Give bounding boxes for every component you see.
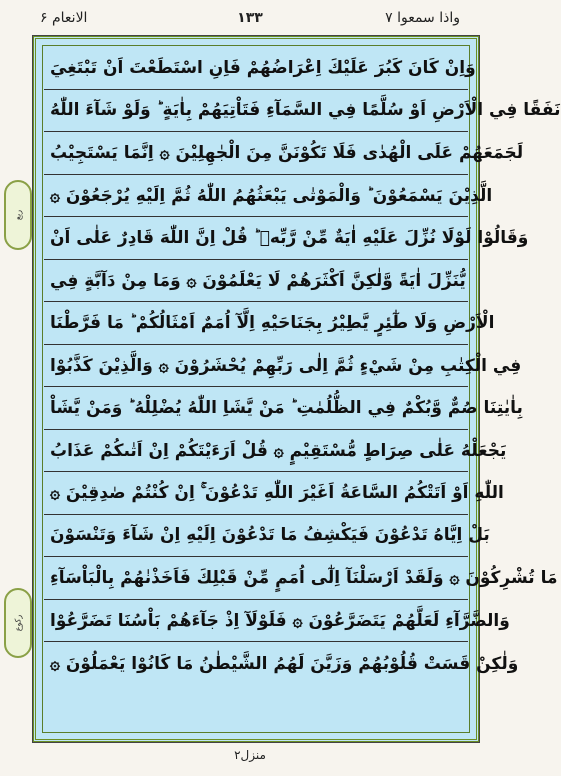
text-line: وَاِنْ كَانَ كَبُرَ عَلَيْكَ اِعْرَاضُهُمْ فَاِنِ اسْتَطَعْتَ اَنْ تَبْتَغِيَ — [44, 47, 468, 90]
manzil-label: منزل۲ — [234, 748, 266, 762]
page-footer — [0, 748, 500, 762]
ruku-marker-upper — [4, 180, 32, 250]
text-line: يَجْعَلْهُ عَلٰى صِرَاطٍ مُّسْتَقِيْمٍ ۞ قُلْ اَرَءَيْتَكُمْ اِنْ اَتٰىكُمْ عَذَابُ — [44, 430, 468, 473]
text-line: نَفَقًا فِي الْاَرْضِ اَوْ سُلَّمًا فِي السَّمَآءِ فَتَاْتِيَهُمْ بِاٰيَةٍ ؕ وَلَوْ شَآءَ اللّٰهُ — [44, 90, 468, 133]
ornament-label: ركوع — [13, 614, 23, 632]
text-line: الْاَرْضِ وَلَا طٰٓئِرٍ يَّطِيْرُ بِجَنَاحَيْهِ اِلَّآ اُمَمٌ اَمْثَالُكُمْ ؕ مَا فَرَّطْنَا — [44, 302, 468, 345]
text-lines — [44, 47, 561, 731]
ruku-marker-lower — [4, 588, 32, 658]
text-line: يُّنَزِّلَ اٰيَةً وَّلٰكِنَّ اَكْثَرَهُمْ لَا يَعْلَمُوْنَ ۞ وَمَا مِنْ دَآبَّةٍ فِي — [44, 260, 468, 303]
surah-name: الانعام ۶ — [40, 10, 88, 26]
page-number: ۱۳۳ — [237, 10, 263, 26]
page-frame — [33, 36, 561, 742]
text-line: بَلْ اِيَّاهُ تَدْعُوْنَ فَيَكْشِفُ مَا تَدْعُوْنَ اِلَيْهِ اِنْ شَآءَ وَتَنْسَوْنَ — [44, 515, 468, 558]
text-line: بِاٰيٰتِنَا صُمٌّ وَّبُكْمٌ فِي الظُّلُمٰتِ ؕ مَنْ يَّشَاِ اللّٰهُ يُضْلِلْهُ ؕ وَمَنْ يَّشَاْ — [44, 387, 468, 430]
ornament-label: ربع — [13, 209, 23, 221]
page-header — [40, 10, 460, 36]
text-line: فِي الْكِتٰبِ مِنْ شَيْءٍ ثُمَّ اِلٰى رَبِّهِمْ يُحْشَرُوْنَ ۞ وَالَّذِيْنَ كَذَّبُوْا — [44, 345, 468, 388]
text-line: اللّٰهِ اَوْ اَتَتْكُمُ السَّاعَةُ اَغَيْرَ اللّٰهِ تَدْعُوْنَ ۚ اِنْ كُنْتُمْ صٰدِقِيْنَ ۞ — [44, 472, 468, 515]
text-line: لَجَمَعَهُمْ عَلَى الْهُدٰى فَلَا تَكُوْنَنَّ مِنَ الْجٰهِلِيْنَ ۞ اِنَّمَا يَسْتَجِيْبُ — [44, 132, 468, 175]
text-line: الَّذِيْنَ يَسْمَعُوْنَ ؕ وَالْمَوْتٰى يَبْعَثُهُمُ اللّٰهُ ثُمَّ اِلَيْهِ يُرْجَعُوْنَ ۞ — [44, 175, 468, 218]
text-line: وَالضَّرَّآءِ لَعَلَّهُمْ يَتَضَرَّعُوْنَ ۞ فَلَوْلَآ اِذْ جَآءَهُمْ بَاْسُنَا تَضَرَّعُوْا — [44, 600, 468, 643]
text-line: وَلٰكِنْ قَسَتْ قُلُوْبُهُمْ وَزَيَّنَ لَهُمُ الشَّيْطٰنُ مَا كَانُوْا يَعْمَلُوْنَ ۞ — [50, 653, 519, 674]
juz-name: واذا سمعوا ۷ — [385, 10, 460, 26]
text-line: وَقَالُوْا لَوْلَا نُزِّلَ عَلَيْهِ اٰيَةٌ مِّنْ رَّبِّهٖ ؕ قُلْ اِنَّ اللّٰهَ قَادِرٌ عَلٰى اَنْ — [44, 217, 468, 260]
text-line: مَا تُشْرِكُوْنَ ۞ وَلَقَدْ اَرْسَلْنَآ اِلٰٓى اُمَمٍ مِّنْ قَبْلِكَ فَاَخَذْنٰهُمْ بِالْبَاْسَآءِ — [44, 557, 468, 600]
